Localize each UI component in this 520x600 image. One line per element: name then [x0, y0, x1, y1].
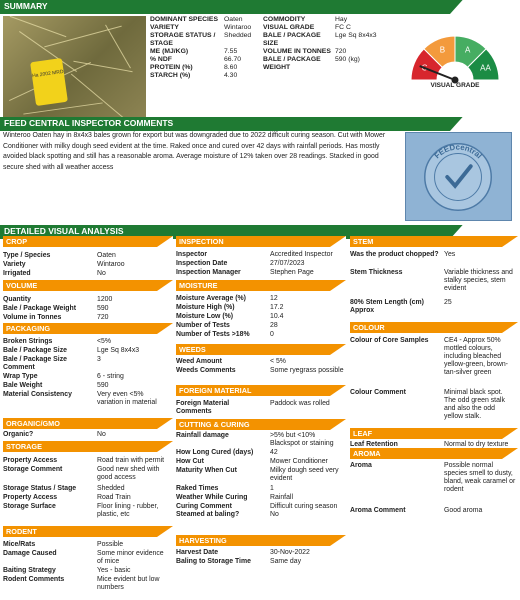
field-value: 590: [97, 305, 109, 312]
field-value: 720: [97, 314, 109, 321]
section-header-organic: [3, 418, 173, 429]
summary-left-fields: [150, 16, 260, 96]
field-label: BALE / PACKAGE SIZE: [263, 32, 321, 48]
field-value: < 5%: [270, 358, 286, 365]
field-label: Leaf Retention: [350, 441, 398, 448]
logo-text: FEEDcentral: [432, 142, 484, 161]
field-label: Weeds Comments: [176, 367, 236, 374]
section-title: COLOUR: [353, 323, 385, 332]
field-value: Some ryegrass possible: [270, 367, 344, 374]
field-label: Material Consistency: [3, 391, 72, 398]
field-value: 28: [270, 322, 278, 329]
section-title: HARVESTING: [179, 536, 227, 545]
field-label: Aroma: [350, 462, 372, 469]
field-value: Floor lining - rubber, plastic, etc: [97, 503, 159, 518]
field-value: Good new shed with good access: [97, 466, 160, 481]
field-label: Storage Comment: [3, 466, 63, 473]
field-value: Wintaroo: [224, 24, 252, 31]
field-label: Rodent Comments: [3, 576, 65, 583]
comments-header: [0, 117, 520, 131]
section-header-harvesting: [176, 535, 346, 546]
field-label: Irrigated: [3, 270, 31, 277]
field-value: Variable thickness and stalky species, stem evident: [444, 269, 513, 292]
field-label: Storage Surface: [3, 503, 56, 510]
field-value: 6 - string: [97, 373, 124, 380]
field-label: Broken Strings: [3, 338, 53, 345]
field-value: >5% but <10% Blackspot or staining: [270, 432, 334, 447]
summary-title: SUMMARY: [4, 1, 48, 11]
section-title: PACKAGING: [6, 324, 51, 333]
field-value: 590 (kg): [335, 56, 360, 63]
field-value: 0: [270, 331, 274, 338]
field-label: Weather While Curing: [176, 494, 248, 501]
field-value: Very even <5% variation in material: [97, 391, 157, 406]
inspector-comment-text: Winteroo Oaten hay in 8x4x3 bales grown for export but was downgraded due to 2022 difficult curing season. Cut with Mower Conditioner with milky dough seed evident at the time. Raked once and cured over 42 days with rainfall periods. Has mostly avoided black spotting and still has a reasonable aroma. Average moisture of 12% taken over 28 readings. Stacked in good secure shed with all weather access: [3, 132, 386, 171]
field-label: Curing Comment: [176, 503, 232, 510]
field-value: 1200: [97, 296, 113, 303]
field-value: Lge Sq 8x4x3: [97, 347, 140, 354]
field-value: Mice evident but low numbers: [97, 576, 160, 591]
field-label: Number of Tests: [176, 322, 230, 329]
field-value: 590: [97, 382, 109, 389]
field-label: Variety: [3, 261, 26, 268]
section-header-aroma: [350, 448, 518, 459]
field-value: CE4 - Approx 50% mottled colours, including bleached yellow-green, brown-tan-silver green: [444, 337, 508, 376]
field-label: Maturity When Cut: [176, 467, 237, 474]
field-value: FC C: [335, 24, 351, 31]
field-value: No: [97, 431, 106, 438]
field-label: Steamed at baling?: [176, 511, 240, 518]
section-header-stem: [350, 236, 518, 247]
field-value: <5%: [97, 338, 111, 345]
field-value: 720: [335, 48, 347, 55]
feedcentral-logo: [405, 132, 512, 221]
section-title: MOISTURE: [179, 281, 218, 290]
field-label: 80% Stem Length (cm) Approx: [350, 299, 424, 314]
field-value: Yes - basic: [97, 567, 131, 574]
field-value: Stephen Page: [270, 269, 314, 276]
field-label: Property Access: [3, 457, 58, 464]
field-value: No: [97, 270, 106, 277]
section-title: CROP: [6, 237, 28, 246]
section-title: INSPECTION: [179, 237, 224, 246]
field-value: No: [270, 511, 279, 518]
field-value: Mower Conditioner: [270, 458, 328, 465]
field-value: 30-Nov-2022: [270, 549, 310, 556]
section-header-crop: [3, 236, 173, 247]
field-label: Inspection Manager: [176, 269, 241, 276]
summary-right-fields: [263, 16, 398, 96]
field-value: 66.70: [224, 56, 242, 63]
field-label: Bale / Package Weight: [3, 305, 77, 312]
field-label: ME (MJ/KG): [150, 48, 189, 55]
field-label: Colour Comment: [350, 389, 406, 396]
section-title: ORGANIC/GMO: [6, 419, 60, 428]
field-label: Storage Status / Stage: [3, 485, 77, 492]
field-label: STORAGE STATUS / STAGE: [150, 32, 216, 48]
field-value: Road Train: [97, 494, 131, 501]
section-header-colour: [350, 322, 518, 333]
field-value: Accredited Inspector: [270, 251, 333, 258]
section-title: RODENT: [6, 527, 37, 536]
field-label: Mice/Rats: [3, 541, 36, 548]
comments-title: FEED CENTRAL INSPECTOR COMMENTS: [4, 118, 174, 128]
field-value: 8.60: [224, 64, 238, 71]
section-header-rodent: [3, 526, 173, 537]
grade-segment-label: A: [464, 45, 471, 55]
field-label: Moisture High (%): [176, 304, 235, 311]
field-value: Oaten: [224, 16, 243, 23]
field-label: Number of Tests >18%: [176, 331, 250, 338]
field-label: Raked Times: [176, 485, 219, 492]
field-label: PROTEIN (%): [150, 64, 193, 71]
field-label: Type / Species: [3, 252, 51, 259]
field-label: COMMODITY: [263, 16, 306, 23]
field-value: Good aroma: [444, 507, 483, 514]
field-value: Paddock was rolled: [270, 400, 330, 407]
field-label: Bale / Package Size: [3, 347, 67, 354]
section-title: STORAGE: [6, 442, 42, 451]
field-value: Minimal black spot. The odd green stalk and also the odd yellow stalk.: [444, 389, 505, 420]
field-label: Weed Amount: [176, 358, 222, 365]
field-label: VARIETY: [150, 24, 179, 31]
field-label: Bale / Package Size Comment: [3, 356, 67, 371]
field-value: Normal to dry texture: [444, 441, 509, 448]
field-value: Shedded: [97, 485, 125, 492]
field-value: Road train with permit: [97, 457, 165, 464]
field-value: Difficult curing season: [270, 503, 338, 510]
section-title: CUTTING & CURING: [179, 420, 250, 429]
section-header-volume: [3, 280, 173, 291]
section-header-weeds: [176, 344, 346, 355]
field-label: VISUAL GRADE: [263, 24, 315, 31]
section-title: FOREIGN MATERIAL: [179, 386, 252, 395]
field-value: Oaten: [97, 252, 116, 259]
field-value: 3: [97, 356, 101, 363]
field-label: How Cut: [176, 458, 204, 465]
section-header-packaging: [3, 323, 173, 334]
field-label: Organic?: [3, 431, 34, 438]
field-label: Stem Thickness: [350, 269, 403, 276]
field-value: 12: [270, 295, 278, 302]
field-label: Wrap Type: [3, 373, 38, 380]
field-label: Damage Caused: [3, 550, 57, 557]
section-header-storage: [3, 441, 173, 452]
field-label: Baiting Strategy: [3, 567, 56, 574]
field-value: Some minor evidence of mice: [97, 550, 164, 565]
field-label: Quantity: [3, 296, 31, 303]
gauge-title: VISUAL GRADE: [430, 82, 480, 89]
field-value: 42: [270, 449, 278, 456]
field-label: Rainfall damage: [176, 432, 229, 439]
field-label: Baling to Storage Time: [176, 558, 251, 565]
section-title: WEEDS: [179, 345, 206, 354]
field-label: DOMINANT SPECIES: [150, 16, 218, 23]
section-title: STEM: [353, 237, 374, 246]
field-value: Hay: [335, 16, 348, 23]
sample-tag: Ha 2002 MRD: [30, 58, 68, 106]
field-label: Colour of Core Samples: [350, 337, 429, 344]
field-value: 25: [444, 299, 452, 306]
section-header-cutting: [176, 419, 346, 430]
field-label: Bale Weight: [3, 382, 43, 389]
section-title: LEAF: [353, 429, 373, 438]
section-header-leaf: [350, 428, 518, 439]
field-label: Aroma Comment: [350, 507, 406, 514]
field-value: Lge Sq 8x4x3: [335, 32, 377, 39]
field-label: Moisture Low (%): [176, 313, 234, 320]
field-value: Wintaroo: [97, 261, 125, 268]
field-label: Inspector: [176, 251, 208, 258]
hay-sample-photo: [3, 16, 146, 120]
section-title: VOLUME: [6, 281, 38, 290]
field-value: Possible normal species smell to dusty, bland, weak caramel or rodent: [444, 462, 516, 493]
field-value: Possible: [97, 541, 124, 548]
field-value: 27/07/2023: [270, 260, 305, 267]
section-title: AROMA: [353, 449, 381, 458]
section-header-inspection: [176, 236, 346, 247]
field-value: 7.55: [224, 48, 238, 55]
visual-grade-gauge: [400, 18, 510, 104]
field-label: Inspection Date: [176, 260, 228, 267]
detailed-title: DETAILED VISUAL ANALYSIS: [4, 226, 124, 236]
field-label: BALE / PACKAGE WEIGHT: [263, 56, 321, 72]
field-value: Same day: [270, 558, 302, 565]
field-label: Volume in Tonnes: [3, 314, 62, 321]
field-label: Moisture Average (%): [176, 295, 246, 302]
field-value: Milky dough seed very evident: [270, 467, 339, 482]
field-label: Was the product chopped?: [350, 251, 439, 258]
field-label: Foreign Material Comments: [176, 400, 230, 415]
field-value: 10.4: [270, 313, 284, 320]
summary-header: [0, 0, 520, 14]
field-label: Harvest Date: [176, 549, 219, 556]
field-value: 4.30: [224, 72, 238, 79]
grade-segment-label: AA: [480, 63, 491, 73]
field-label: STARCH (%): [150, 72, 191, 79]
field-value: Shedded: [224, 32, 252, 39]
section-header-moisture: [176, 280, 346, 291]
field-label: % NDF: [150, 56, 172, 63]
field-value: 1: [270, 485, 274, 492]
field-value: 17.2: [270, 304, 284, 311]
field-label: How Long Cured (days): [176, 449, 254, 456]
field-value: Rainfall: [270, 494, 293, 501]
field-label: Property Access: [3, 494, 58, 501]
grade-segment-label: B: [439, 45, 446, 55]
field-value: Yes: [444, 251, 456, 258]
field-label: VOLUME IN TONNES: [263, 48, 331, 55]
section-header-foreign: [176, 385, 346, 396]
